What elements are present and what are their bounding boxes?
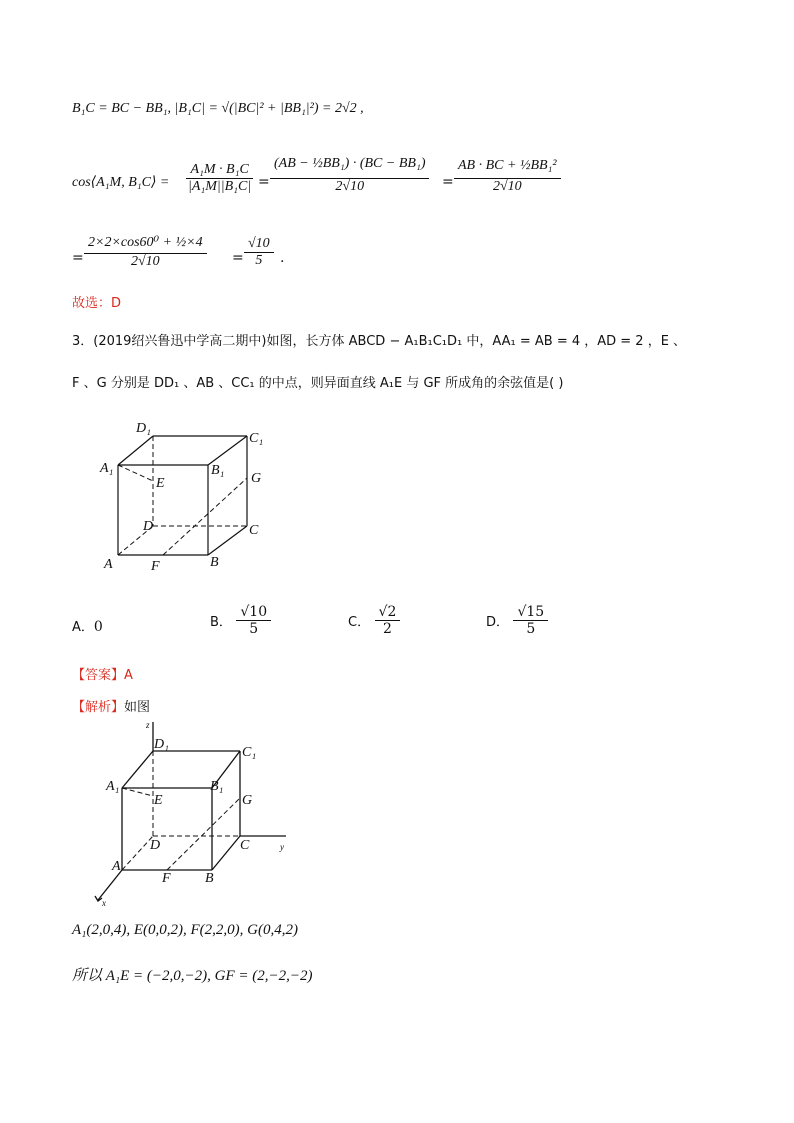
label-b1: B₁ (210, 779, 224, 794)
options-row (72, 604, 592, 648)
label-b: B (210, 555, 219, 570)
label-c: C (249, 523, 259, 538)
option-c-frac (375, 604, 401, 637)
previous-answer: 故选：D (72, 296, 122, 311)
formula-frac-4-num: 2×2×cos60⁰ + ½×4 (84, 232, 207, 254)
label-f: F (151, 559, 160, 574)
formula-b1c-text: B₁C = BC − BB₁, |B₁C| = √(|BC|² + |BB₁|²) = 2√2 , (72, 101, 364, 116)
segment-fg (167, 798, 240, 870)
question-line-1 (72, 330, 686, 349)
formula-frac-2-num: (AB − ½BB₁) · (BC − BB₁) (270, 150, 429, 179)
question-number: 3． (72, 334, 94, 349)
option-b-den: 5 (249, 621, 259, 637)
option-a-value: 0 (93, 619, 103, 635)
coordinates-line: A₁(2,0,4), E(0,0,2), F(2,2,0), G(0,4,2) (72, 922, 298, 938)
formula-frac-1-den: |A₁M||B₁C| (188, 179, 252, 194)
segment-fg (163, 478, 247, 555)
label-y: y (280, 842, 284, 852)
segment-a1e (122, 788, 153, 796)
label-c1: C₁ (249, 431, 264, 446)
formula-frac-1-num: A₁M · B₁C (186, 162, 252, 179)
equals-sign: = (258, 174, 270, 190)
segment-a1e (118, 465, 153, 481)
analysis-tag: 【解析】 (72, 700, 125, 715)
formula-frac-5 (244, 236, 274, 269)
label-a1: A₁ (106, 779, 120, 794)
option-b (210, 604, 271, 637)
cuboid-figure-1 (96, 412, 286, 582)
edge-a1d1 (122, 751, 153, 788)
option-c-letter: C． (348, 615, 371, 630)
formula-frac-4-den: 2√10 (130, 254, 160, 269)
question-source: (2019绍兴鲁迅中学高二期中) (93, 334, 267, 349)
option-a (72, 616, 103, 635)
formula-frac-5-num: √10 (244, 236, 274, 253)
option-b-frac (236, 604, 271, 637)
option-a-letter: A． (72, 620, 94, 635)
edge-a1d1 (118, 436, 153, 465)
analysis-line (72, 696, 150, 715)
label-b1: B₁ (211, 463, 225, 478)
label-d1: D₁ (136, 421, 151, 436)
formula-frac-1 (184, 162, 255, 195)
label-g: G (242, 793, 253, 808)
edge-bc (208, 526, 247, 555)
option-d-frac (513, 604, 548, 637)
option-c-den: 2 (382, 621, 392, 637)
formula-cos-label: cos⟨A₁M, B₁C⟩ = (72, 175, 170, 190)
label-d: D (150, 838, 161, 853)
question-text-2: F 、G 分别是 DD₁ 、AB 、CC₁ 的中点，则异面直线 A₁E 与 GF 所成角的余弦值是( ) (72, 376, 564, 391)
formula-frac-5-den: 5 (255, 253, 263, 268)
equals-sign: = (72, 250, 84, 266)
option-c-num: √2 (375, 604, 401, 621)
option-d-num: √15 (513, 604, 548, 621)
edge-bc (212, 836, 240, 870)
vectors-line: 所以 A₁E = (−2,0,−2), GF = (2,−2,−2) (72, 968, 313, 984)
label-e: E (154, 793, 163, 808)
formula-frac-3-num: AB · BC + ½BB₁² (454, 154, 561, 179)
answer-tag: 【答案】 (72, 668, 125, 683)
formula-frac-2 (270, 150, 429, 195)
label-d: D (143, 519, 154, 534)
x-axis (98, 870, 122, 900)
formula-frac-3 (454, 154, 561, 195)
label-c: C (240, 838, 250, 853)
label-b: B (205, 871, 214, 886)
label-a: A (104, 557, 113, 572)
option-d-den: 5 (526, 621, 536, 637)
equals-sign: = (442, 174, 454, 190)
label-a1: A₁ (100, 461, 114, 476)
question-line-2 (72, 372, 563, 391)
formula-frac-2-den: 2√10 (335, 179, 365, 194)
option-d (486, 604, 548, 637)
label-x: x (102, 898, 106, 908)
label-z: z (146, 720, 150, 730)
formula-frac-4 (84, 232, 207, 270)
option-b-num: √10 (236, 604, 271, 621)
edge-b1c1 (208, 436, 247, 465)
cuboid-figure-2 (90, 718, 300, 908)
answer-line (72, 664, 133, 683)
label-e: E (156, 476, 165, 491)
question-text-1: 如图，长方体 ABCD − A₁B₁C₁D₁ 中，AA₁ = AB = 4 ，AD = 2 ，E 、 (266, 334, 687, 349)
option-b-letter: B． (210, 615, 232, 630)
equals-sign: = (232, 250, 244, 266)
edge-ad (122, 836, 153, 870)
option-c (348, 604, 400, 637)
label-f: F (162, 871, 171, 886)
option-d-letter: D． (486, 615, 510, 630)
label-a: A (112, 859, 121, 874)
analysis-text: 如图 (124, 700, 151, 715)
formula-line-1 (72, 100, 364, 117)
label-g: G (251, 471, 262, 486)
label-d1: D₁ (154, 737, 169, 752)
formula-frac-3-den: 2√10 (492, 179, 522, 194)
answer-value: A (124, 668, 133, 683)
period: . (280, 250, 285, 266)
label-c1: C₁ (242, 745, 257, 760)
